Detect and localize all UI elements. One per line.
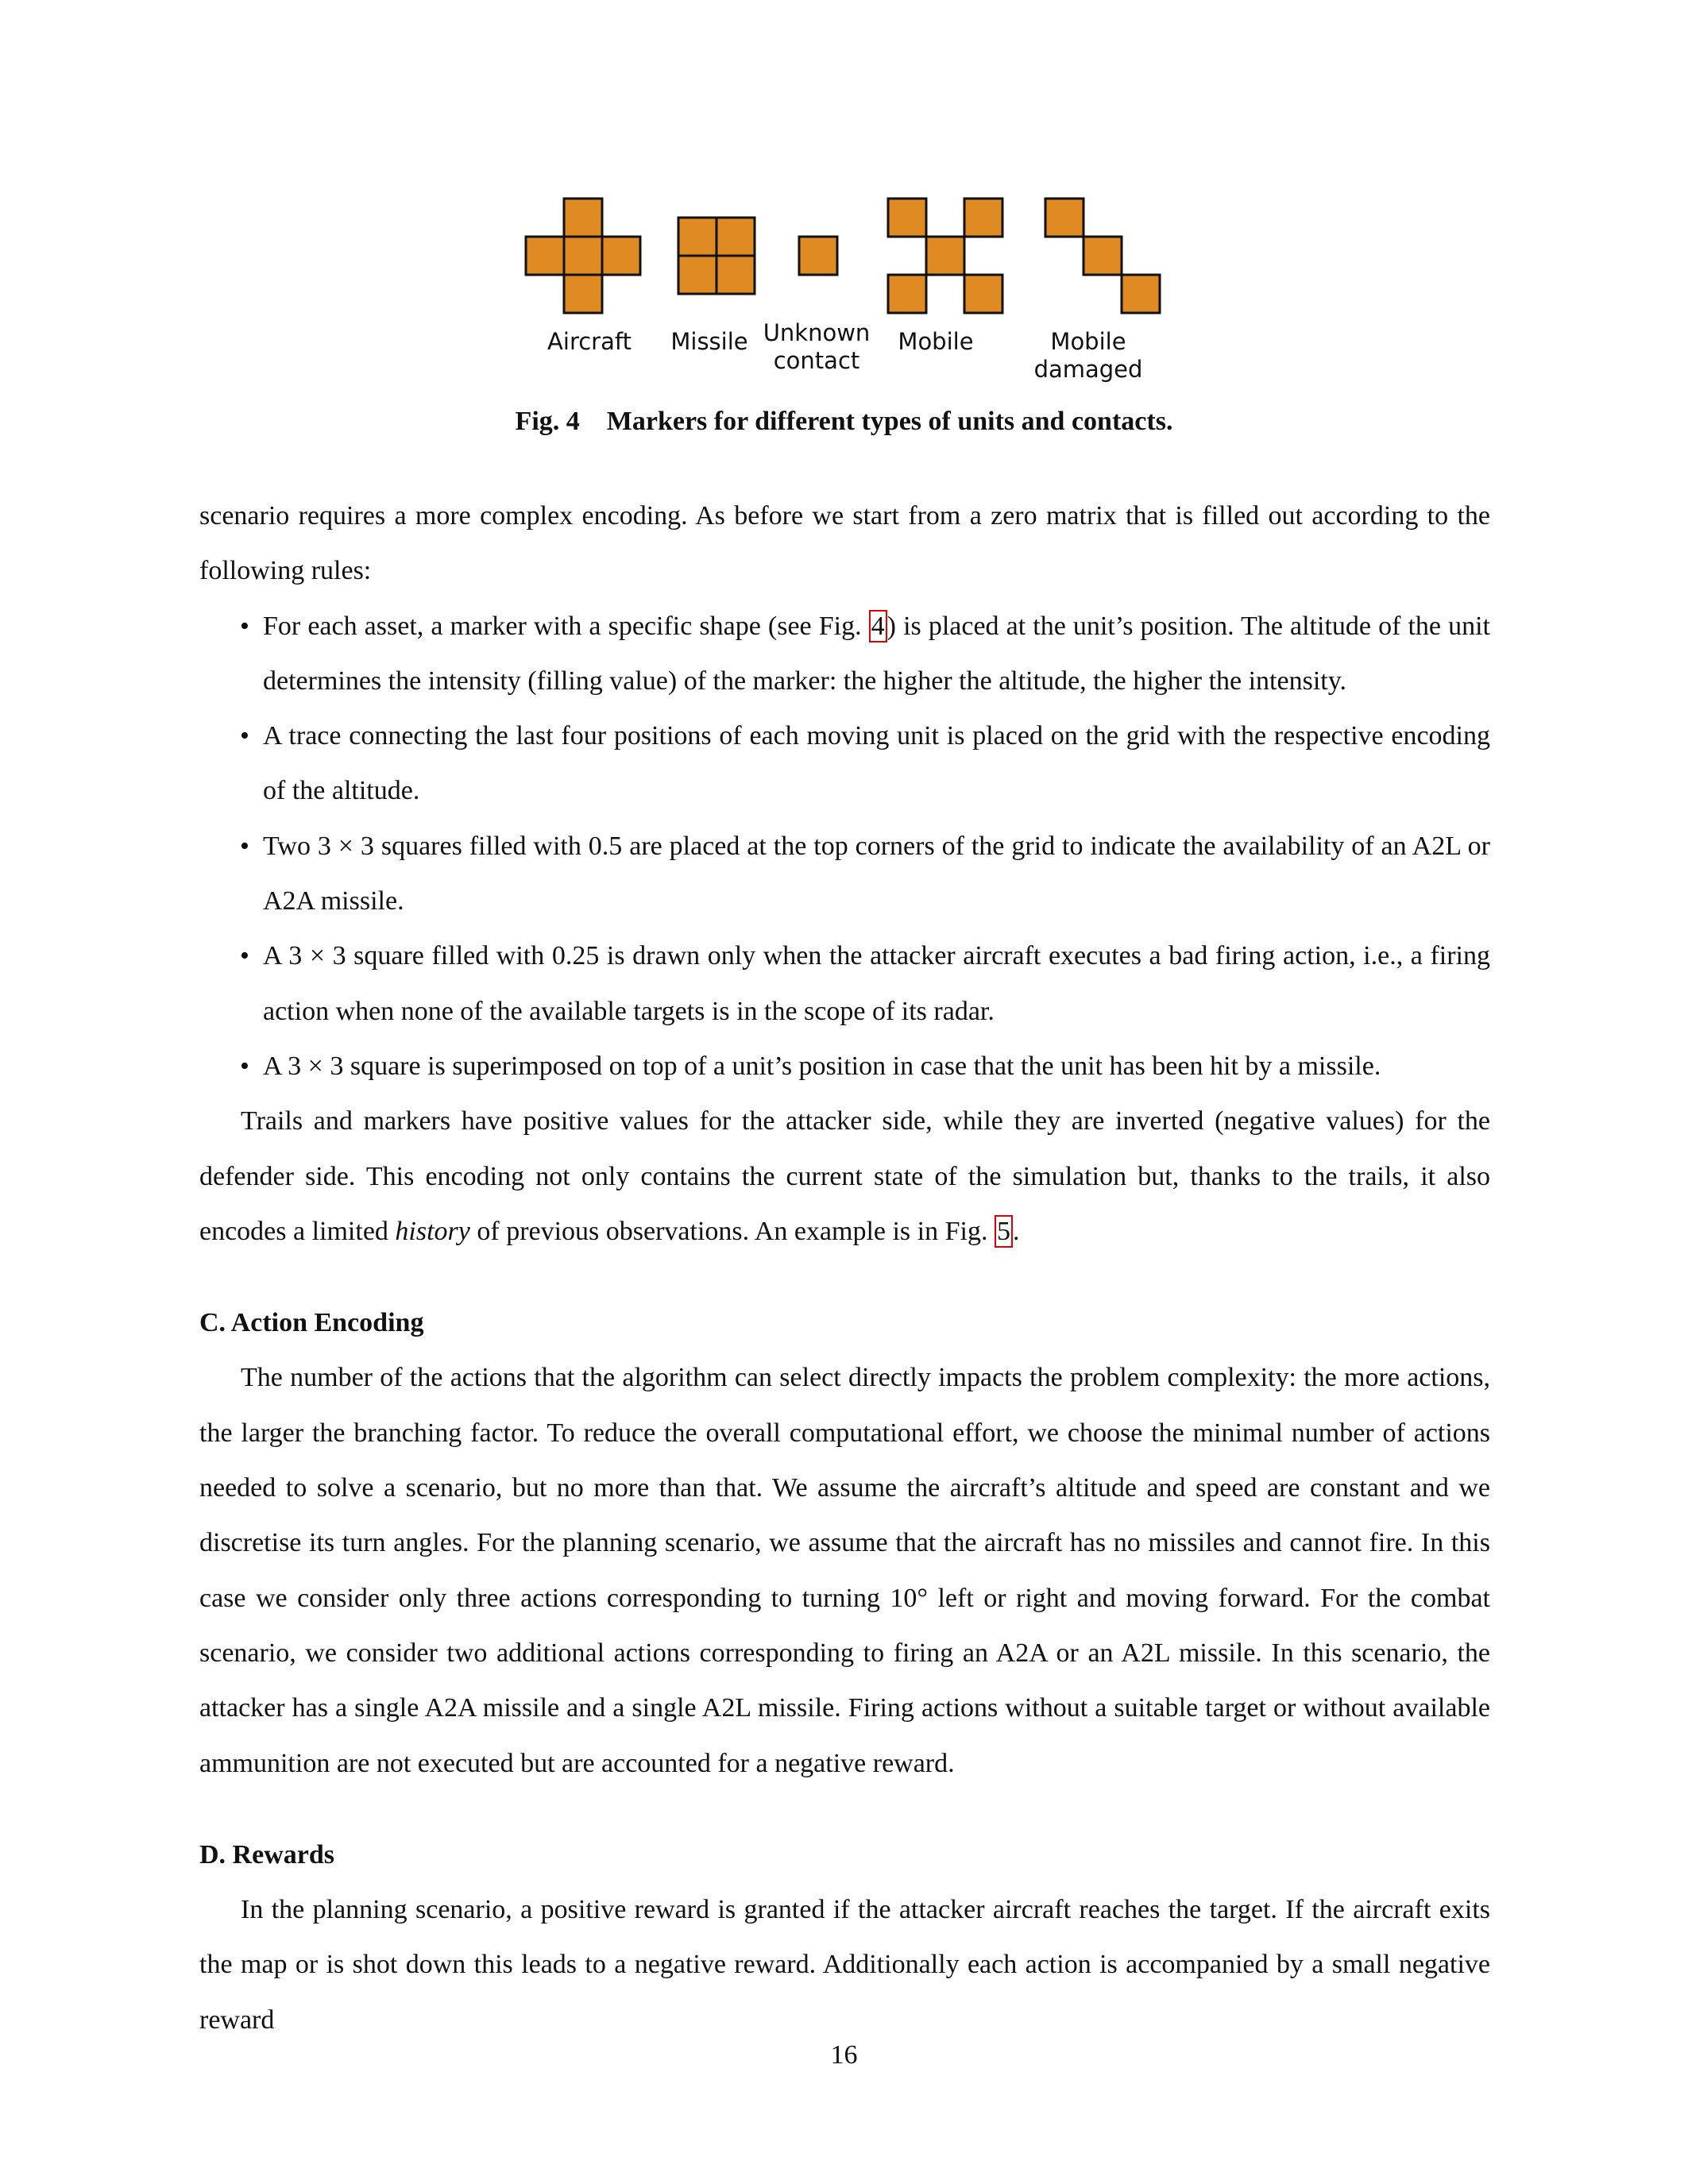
label-mobile: Mobile [898,328,974,355]
mobile-damaged-marker-cell [1083,237,1122,275]
unknown-contact-marker-cell [799,237,837,275]
mobile-marker-cell [964,199,1002,237]
label-unknown-contact: Unknown contact [763,319,871,374]
mobile-damaged-marker-cell [1122,275,1160,313]
missile-marker-cell [678,218,717,256]
figure-caption-text: Markers for different types of units and contacts. [606,407,1173,436]
paragraph-intro: scenario requires a more complex encoding. As before we start from a zero matrix that is filled out according to the following rules: [199,501,1490,586]
list-item: • A 3 × 3 square filled with 0.25 is drawn only when the attacker aircraft executes a bad firing action, i.e., a firing action when none of the available targets is in the scope of its radar. [240,941,1490,1026]
paragraph-rewards: In the planning scenario, a positive reward is granted if the attacker aircraft reaches the target. If the aircraft exits the map or is shot down this leads to a negative reward. Additionally each action is accompanied by a small negative reward [199,1895,1490,2035]
label-mobile-damaged: Mobile damaged [1033,328,1143,383]
aircraft-marker-cell [602,237,640,275]
aircraft-marker-cell [526,237,564,275]
mobile-marker-cell [888,199,926,237]
paragraph-trails: Trails and markers have positive values for the attacker side, while they are inverted (negative values) for the defender side. This encoding not only contains the current state of the simulation but, thanks to the trails, it also encodes a limited history of previous observations. An example is in Fig. 5. [199,1106,1490,1246]
list-item: • Two 3 × 3 squares filled with 0.5 are placed at the top corners of the grid to indicate the availability of an A2L or A2A missile. [240,831,1490,916]
mobile-marker-cell [926,237,964,275]
figure-4 [508,195,1176,393]
figure-reference-link[interactable]: 5 [995,1215,1013,1248]
encoding-rules-list [199,599,1490,1094]
mobile-marker-cell [888,275,926,313]
body-text [199,488,1490,2047]
mobile-marker-cell [964,275,1002,313]
list-item: • A 3 × 3 square is superimposed on top of a unit’s position in case that the unit has been hit by a missile. [240,1051,1381,1081]
aircraft-marker-cell [564,199,602,237]
figure-reference-link[interactable]: 4 [869,610,887,642]
missile-marker-cell [717,218,755,256]
figure-caption [0,407,1688,437]
page-number: 16 [830,2040,858,2070]
paragraph-action-encoding: The number of the actions that the algorithm can select directly impacts the problem complexity: the more actions, the larger the branching factor. To reduce the overall computational effort, we choose the minimal number of actions needed to solve a scenario, but no more than that. We assume the aircraft’s altitude and speed are constant and we discretise its turn angles. For the planning scenario, we assume that the aircraft has no missiles and cannot fire. In this case we consider only three actions corresponding to turning 10° left or right and moving forward. For the combat scenario, we consider two additional actions corresponding to firing an A2A or an A2L missile. In this scenario, the attacker has a single A2A missile and a single A2L missile. Firing actions without a suitable target or without available ammunition are not executed but are accounted for a negative reward. [199,1363,1490,1778]
missile-marker-cell [717,256,755,294]
section-heading-action-encoding: C. Action Encoding [199,1308,424,1338]
figure-caption-number: Fig. 4 [515,407,580,436]
missile-marker-cell [678,256,717,294]
list-item: • For each asset, a marker with a specific shape (see Fig. 4) is placed at the unit’s position. The altitude of the unit determines the intensity (filling value) of the marker: the higher the altitude, the higher the intensity. [240,611,1490,696]
list-item: • A trace connecting the last four positions of each moving unit is placed on the grid with the respective encoding of the altitude. [240,721,1490,806]
mobile-damaged-marker-cell [1045,199,1083,237]
section-heading-rewards: D. Rewards [199,1839,334,1870]
label-aircraft: Aircraft [547,328,632,355]
aircraft-marker-cell [564,237,602,275]
label-missile: Missile [670,328,748,355]
markers-graphic [508,195,1176,322]
aircraft-marker-cell [564,275,602,313]
